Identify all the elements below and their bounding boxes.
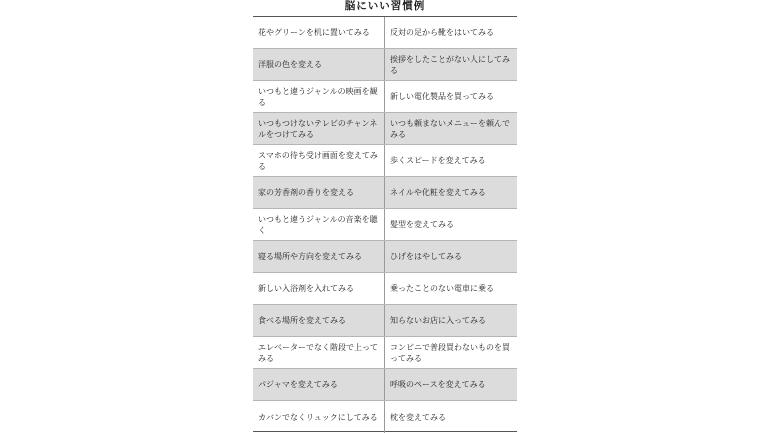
table-cell-left: カバンでなくリュックにしてみる: [253, 401, 385, 433]
table-row: [253, 241, 517, 273]
table-row: [253, 177, 517, 209]
table-row: [253, 81, 517, 113]
table-row: [253, 145, 517, 177]
table-row: [253, 305, 517, 337]
table-row: [253, 337, 517, 369]
table-cell-left: 花やグリーンを机に置いてみる: [253, 17, 385, 48]
table-row: [253, 401, 517, 433]
table-row: [253, 273, 517, 305]
table-cell-right: ネイルや化粧を変えてみる: [390, 188, 486, 197]
table-cell-left: エレベーターでなく階段で上ってみる: [253, 337, 385, 368]
table-cell-right: コンビニで普段買わないものを買ってみる: [390, 342, 510, 363]
habits-table: [253, 16, 517, 432]
table-row: [253, 49, 517, 81]
page-title: 脳にいい習慣例: [344, 0, 426, 12]
table-row: [253, 17, 517, 49]
table-cell-right: 歩くスピードを変えてみる: [390, 156, 486, 165]
table-cell-left: スマホの待ち受け画面を変えてみる: [253, 145, 385, 176]
table-cell-right: 挨拶をしたことがない人にしてみる: [390, 54, 510, 75]
table-cell-left: 食べる場所を変えてみる: [253, 305, 385, 336]
table-cell-left: 家の芳香剤の香りを変える: [253, 177, 385, 208]
table-cell-left: 洋服の色を変える: [253, 49, 385, 80]
table-cell-right: 乗ったことのない電車に乗る: [390, 284, 494, 293]
table-cell-left: いつもと違うジャンルの映画を観る: [253, 81, 385, 112]
table-row: [253, 113, 517, 145]
table-row: [253, 369, 517, 401]
table-cell-left: 寝る場所や方向を変えてみる: [253, 241, 385, 272]
table-cell-left: いつもと違うジャンルの音楽を聴く: [253, 209, 385, 240]
table-cell-right: いつも頼まないメニューを頼んでみる: [390, 118, 510, 139]
table-cell-right: 新しい電化製品を買ってみる: [390, 92, 494, 101]
table-cell-right: 枕を変えてみる: [390, 412, 446, 422]
table-cell-right: 反対の足から靴をはいてみる: [390, 28, 494, 37]
table-cell-right: ひげをはやしてみる: [390, 252, 462, 261]
table-cell-right: 知らないお店に入ってみる: [390, 316, 486, 325]
table-cell-right: 髪型を変えてみる: [390, 220, 454, 229]
table-cell-left: パジャマを変えてみる: [253, 369, 385, 400]
table-cell-left: 新しい入浴剤を入れてみる: [253, 273, 385, 304]
table-row: [253, 209, 517, 241]
table-cell-left: いつもつけないテレビのチャンネルをつけてみる: [253, 113, 385, 144]
table-cell-right: 呼吸のペースを変えてみる: [390, 380, 486, 389]
